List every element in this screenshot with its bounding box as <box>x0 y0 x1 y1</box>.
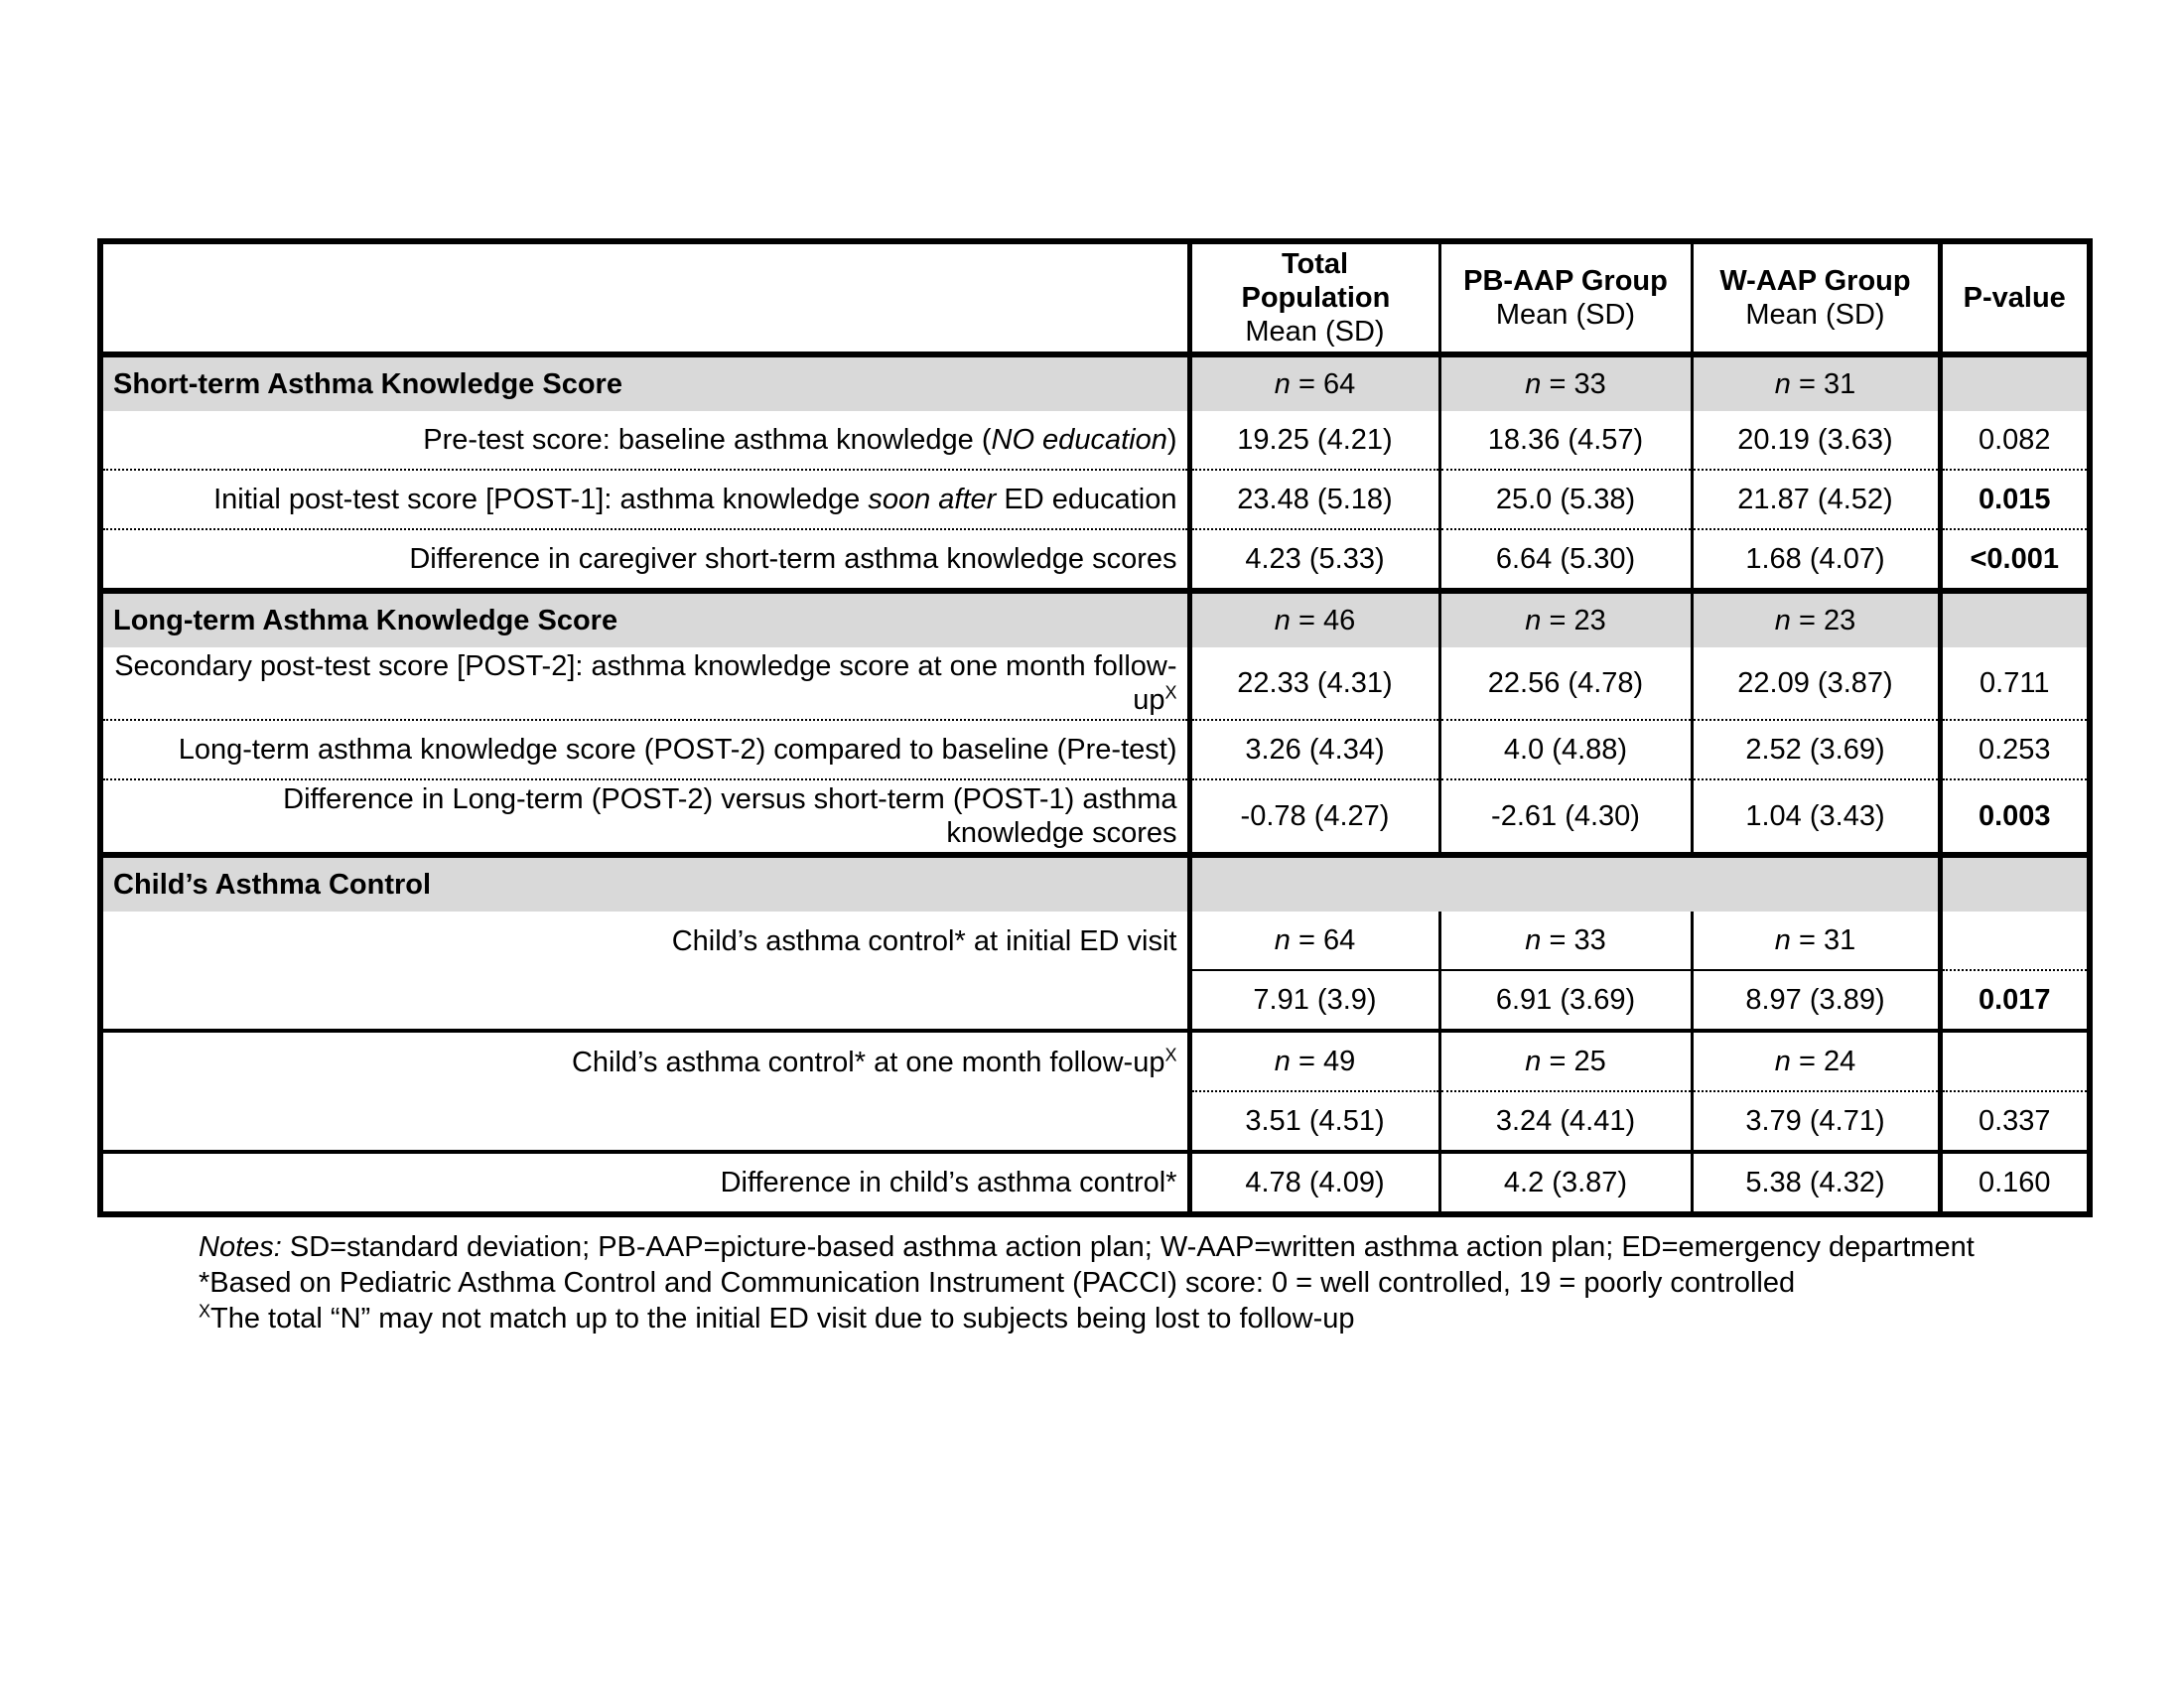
row-label: Long-term asthma knowledge score (POST-2) compared to baseline (Pre-test) <box>103 720 1189 779</box>
n-symbol: n <box>1525 605 1542 636</box>
row-label-text: Secondary post-test score [POST-2]: asthma knowledge score at one month follow-up <box>114 650 1177 716</box>
footnote-mark: X <box>1164 682 1177 703</box>
notes-followup <box>199 1301 1985 1336</box>
n-value: 23 <box>1573 605 1606 636</box>
n-symbol: n <box>1274 605 1291 636</box>
section-row-long-term <box>103 591 2087 647</box>
p-value: 0.082 <box>1940 411 2087 470</box>
table-notes <box>199 1229 1985 1336</box>
n-equals: = <box>1290 1046 1323 1077</box>
total-value: 22.33 (4.31) <box>1189 647 1439 720</box>
table-row <box>103 970 2087 1031</box>
header-total-population <box>1189 244 1439 354</box>
n-value: 23 <box>1823 605 1856 636</box>
n-cell <box>1692 591 1940 647</box>
row-label-empty <box>103 1091 1189 1152</box>
w-value: 3.79 (4.71) <box>1692 1091 1940 1152</box>
n-value: 31 <box>1823 368 1856 400</box>
pb-value: 22.56 (4.78) <box>1439 647 1692 720</box>
n-cell <box>1439 591 1692 647</box>
section-title-long-term: Long-term Asthma Knowledge Score <box>103 591 1189 647</box>
table-row <box>103 779 2087 855</box>
n-value: 24 <box>1823 1046 1856 1077</box>
n-cell <box>1692 354 1940 411</box>
p-value-empty <box>1940 1031 2087 1091</box>
section-row-asthma-control <box>103 855 2087 912</box>
total-value: 3.51 (4.51) <box>1189 1091 1439 1152</box>
n-symbol: n <box>1774 1046 1791 1077</box>
n-value: 33 <box>1573 368 1606 400</box>
n-equals: = <box>1541 605 1574 636</box>
w-value: 1.04 (3.43) <box>1692 779 1940 855</box>
row-label <box>103 1031 1189 1091</box>
p-value: 0.015 <box>1940 470 2087 529</box>
w-value: 22.09 (3.87) <box>1692 647 1940 720</box>
row-label: Difference in caregiver short-term asthma knowledge scores <box>103 529 1189 591</box>
table-row <box>103 1031 2087 1091</box>
w-value: 8.97 (3.89) <box>1692 970 1940 1031</box>
row-label-part: Pre-test score: baseline asthma knowledge ( <box>423 424 992 456</box>
header-row <box>103 244 2087 354</box>
p-value: <0.001 <box>1940 529 2087 591</box>
section-fill <box>1189 855 1940 912</box>
total-value: 4.23 (5.33) <box>1189 529 1439 591</box>
n-equals: = <box>1290 924 1323 956</box>
n-symbol: n <box>1274 1046 1291 1077</box>
p-value-empty <box>1940 354 2087 411</box>
n-value: 31 <box>1823 924 1856 956</box>
footnote-mark: X <box>1164 1044 1177 1064</box>
n-value: 25 <box>1573 1046 1606 1077</box>
total-value: 7.91 (3.9) <box>1189 970 1439 1031</box>
pb-value: 3.24 (4.41) <box>1439 1091 1692 1152</box>
n-value: 64 <box>1322 924 1356 956</box>
table-row <box>103 647 2087 720</box>
row-label-text: Child’s asthma control* at one month follow-up <box>571 1046 1165 1078</box>
header-w-aap <box>1692 244 1940 354</box>
notes-label: Notes: <box>199 1231 282 1263</box>
n-value: 49 <box>1322 1046 1356 1077</box>
p-value: 0.003 <box>1940 779 2087 855</box>
n-symbol: n <box>1274 924 1291 956</box>
footnote-mark: X <box>199 1301 211 1322</box>
table-row <box>103 1091 2087 1152</box>
n-cell <box>1189 591 1439 647</box>
n-symbol: n <box>1274 368 1291 400</box>
n-value: 33 <box>1573 924 1606 956</box>
table-row <box>103 529 2087 591</box>
n-cell <box>1439 1031 1692 1091</box>
table-row <box>103 720 2087 779</box>
n-equals: = <box>1541 1046 1574 1077</box>
n-cell <box>1439 912 1692 970</box>
p-value: 0.253 <box>1940 720 2087 779</box>
pb-value: 4.2 (3.87) <box>1439 1152 1692 1211</box>
n-symbol: n <box>1774 605 1791 636</box>
header-p-value: P-value <box>1940 244 2087 354</box>
p-value: 0.017 <box>1940 970 2087 1031</box>
row-label-empty <box>103 970 1189 1031</box>
row-label <box>103 411 1189 470</box>
pb-value: 18.36 (4.57) <box>1439 411 1692 470</box>
total-value: 19.25 (4.21) <box>1189 411 1439 470</box>
n-equals: = <box>1290 368 1323 400</box>
section-title-short-term: Short-term Asthma Knowledge Score <box>103 354 1189 411</box>
row-label-emphasis: soon after <box>868 484 997 515</box>
w-value: 5.38 (4.32) <box>1692 1152 1940 1211</box>
n-equals: = <box>1541 368 1574 400</box>
notes-text: SD=standard deviation; PB-AAP=picture-based asthma action plan; W-AAP=written asthma action plan; ED=emergency department <box>281 1231 1975 1263</box>
w-value: 20.19 (3.63) <box>1692 411 1940 470</box>
n-cell <box>1189 1031 1439 1091</box>
n-cell <box>1692 912 1940 970</box>
results-table-grid <box>103 244 2087 1211</box>
p-value: 0.160 <box>1940 1152 2087 1211</box>
row-label: Difference in child’s asthma control* <box>720 1167 1177 1198</box>
row-label: Child’s asthma control* at initial ED visit <box>671 924 1177 957</box>
p-value-empty <box>1940 591 2087 647</box>
n-equals: = <box>1790 605 1824 636</box>
section-title-asthma-control: Child’s Asthma Control <box>103 855 1189 912</box>
header-w-sub: Mean (SD) <box>1745 299 1885 331</box>
header-pb-title: PB-AAP Group <box>1463 265 1668 297</box>
header-w-title: W-AAP Group <box>1719 265 1911 297</box>
n-symbol: n <box>1525 1046 1542 1077</box>
n-symbol: n <box>1774 924 1791 956</box>
header-pb-aap <box>1439 244 1692 354</box>
pb-value: -2.61 (4.30) <box>1439 779 1692 855</box>
p-value-empty <box>1940 855 2087 912</box>
row-label-emphasis: NO education <box>991 424 1167 456</box>
n-equals: = <box>1541 924 1574 956</box>
w-value: 1.68 (4.07) <box>1692 529 1940 591</box>
total-value: 4.78 (4.09) <box>1189 1152 1439 1211</box>
row-label <box>103 470 1189 529</box>
pb-value: 4.0 (4.88) <box>1439 720 1692 779</box>
table-row <box>103 411 2087 470</box>
row-label-part: ED education <box>996 484 1177 515</box>
pb-value: 6.64 (5.30) <box>1439 529 1692 591</box>
pb-value: 25.0 (5.38) <box>1439 470 1692 529</box>
header-total-sub: Mean (SD) <box>1245 316 1385 348</box>
table-row <box>103 912 2087 970</box>
notes-followup-text: The total “N” may not match up to the initial ED visit due to subjects being lost to follow-up <box>210 1303 1355 1335</box>
p-value-empty <box>1940 912 2087 970</box>
n-equals: = <box>1790 368 1824 400</box>
results-table <box>97 238 2093 1217</box>
n-symbol: n <box>1525 924 1542 956</box>
n-equals: = <box>1790 1046 1824 1077</box>
n-cell <box>1189 354 1439 411</box>
n-value: 46 <box>1322 605 1356 636</box>
n-equals: = <box>1290 605 1323 636</box>
table-row <box>103 470 2087 529</box>
row-label-part: Initial post-test score [POST-1]: asthma knowledge <box>213 484 869 515</box>
notes-abbreviations <box>199 1229 1985 1265</box>
w-value: 2.52 (3.69) <box>1692 720 1940 779</box>
total-value: 23.48 (5.18) <box>1189 470 1439 529</box>
p-value: 0.711 <box>1940 647 2087 720</box>
header-empty-cell <box>103 244 1189 354</box>
n-cell <box>1189 912 1439 970</box>
row-label <box>103 647 1189 720</box>
n-cell <box>1439 354 1692 411</box>
section-row-short-term <box>103 354 2087 411</box>
row-label-part: ) <box>1166 424 1177 456</box>
w-value: 21.87 (4.52) <box>1692 470 1940 529</box>
p-value: 0.337 <box>1940 1091 2087 1152</box>
total-value: -0.78 (4.27) <box>1189 779 1439 855</box>
row-label: Difference in Long-term (POST-2) versus short-term (POST-1) asthma knowledge scores <box>103 779 1189 855</box>
header-pb-sub: Mean (SD) <box>1495 299 1636 331</box>
pb-value: 6.91 (3.69) <box>1439 970 1692 1031</box>
header-total-title: Total Population <box>1241 248 1391 314</box>
n-symbol: n <box>1774 368 1791 400</box>
n-symbol: n <box>1525 368 1542 400</box>
notes-asterisk: *Based on Pediatric Asthma Control and Communication Instrument (PACCI) score: 0 = well controlled, 19 = poorly controlled <box>199 1267 1796 1299</box>
n-value: 64 <box>1322 368 1356 400</box>
total-value: 3.26 (4.34) <box>1189 720 1439 779</box>
n-equals: = <box>1790 924 1824 956</box>
table-row <box>103 1152 2087 1211</box>
n-cell <box>1692 1031 1940 1091</box>
